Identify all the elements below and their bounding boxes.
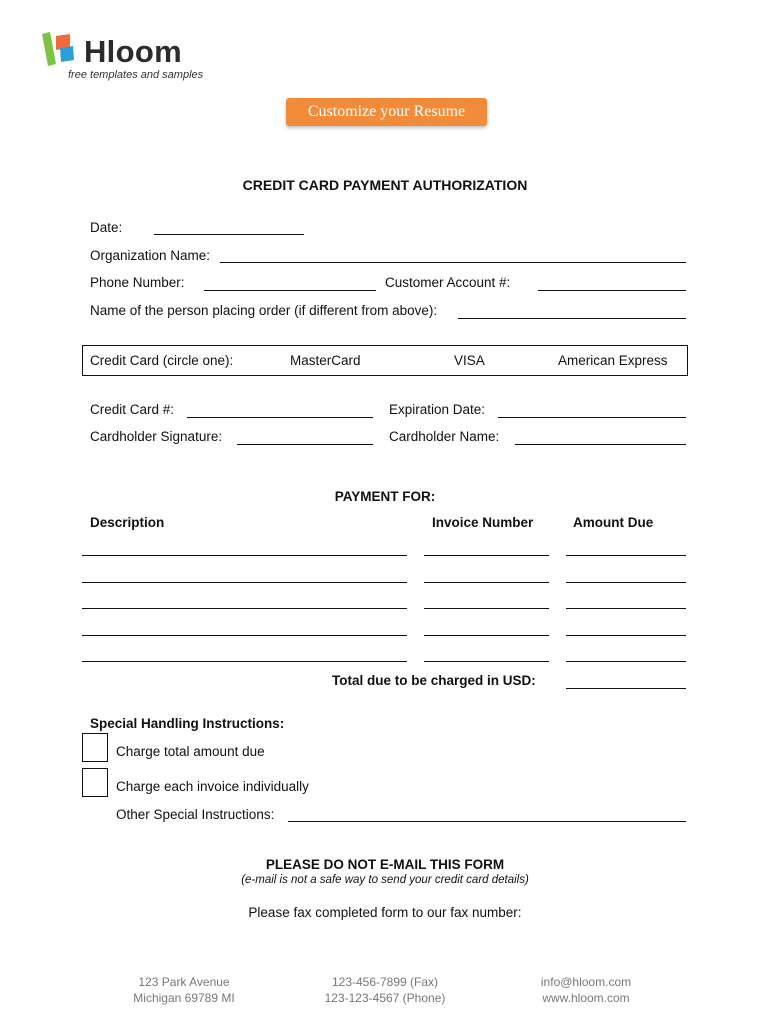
logo-wordmark: Hloom (84, 34, 182, 69)
amount-due-field[interactable] (566, 582, 686, 583)
person-placing-label: Name of the person placing order (if different from above): (90, 303, 438, 318)
invoice-number-field[interactable] (424, 582, 549, 583)
other-instructions-label: Other Special Instructions: (116, 807, 275, 822)
charge-total-checkbox[interactable] (82, 733, 108, 762)
organization-field[interactable] (220, 262, 686, 263)
logo-tagline: free templates and samples (68, 69, 204, 81)
cardholder-name-field[interactable] (515, 444, 686, 445)
signature-field[interactable] (237, 444, 373, 445)
no-email-subtext: (e-mail is not a safe way to send your credit card details) (241, 874, 529, 886)
date-field[interactable] (154, 234, 304, 235)
card-number-field[interactable] (187, 417, 373, 418)
footer-phone: 123-123-4567 (Phone) (324, 991, 446, 1005)
invoice-number-field[interactable] (424, 661, 549, 662)
card-option-visa[interactable]: VISA (454, 353, 485, 368)
amount-due-field[interactable] (566, 661, 686, 662)
card-number-label: Credit Card #: (90, 402, 175, 417)
fax-instruction: Please fax completed form to our fax number: (248, 905, 522, 920)
footer-address (84, 974, 284, 1006)
charge-each-checkbox[interactable] (82, 768, 108, 797)
signature-label: Cardholder Signature: (90, 429, 223, 444)
other-instructions-field[interactable] (288, 821, 686, 822)
total-label: Total due to be charged in USD: (332, 673, 536, 688)
amount-due-column-header: Amount Due (573, 515, 654, 530)
footer-phones (285, 974, 485, 1006)
invoice-number-field[interactable] (424, 555, 549, 556)
footer-address-line2: Michigan 69789 MI (133, 991, 235, 1005)
description-column-header: Description (90, 515, 165, 530)
customer-account-label: Customer Account #: (385, 275, 511, 290)
card-option-amex[interactable]: American Express (558, 353, 668, 368)
invoice-number-field[interactable] (424, 608, 549, 609)
description-field[interactable] (82, 608, 407, 609)
customize-resume-button[interactable]: Customize your Resume (286, 98, 487, 126)
organization-label: Organization Name: (90, 248, 211, 263)
date-label: Date: (90, 220, 123, 235)
card-type-label: Credit Card (circle one): (90, 353, 234, 368)
phone-field[interactable] (204, 290, 376, 291)
special-handling-heading: Special Handling Instructions: (90, 716, 285, 731)
no-email-notice: PLEASE DO NOT E-MAIL THIS FORM (265, 857, 505, 872)
payment-heading: PAYMENT FOR: (334, 489, 436, 504)
charge-total-label: Charge total amount due (116, 744, 265, 759)
total-field[interactable] (566, 688, 686, 689)
description-field[interactable] (82, 635, 407, 636)
cardholder-name-label: Cardholder Name: (389, 429, 500, 444)
invoice-number-column-header: Invoice Number (432, 515, 534, 530)
footer-address-line1: 123 Park Avenue (138, 975, 230, 989)
expiration-label: Expiration Date: (389, 402, 486, 417)
charge-each-label: Charge each invoice individually (116, 779, 309, 794)
customer-account-field[interactable] (538, 290, 686, 291)
phone-label: Phone Number: (90, 275, 185, 290)
description-field[interactable] (82, 582, 407, 583)
form-title: CREDIT CARD PAYMENT AUTHORIZATION (242, 177, 528, 193)
footer-website[interactable]: www.hloom.com (542, 991, 630, 1005)
footer-email[interactable]: info@hloom.com (540, 975, 632, 989)
footer-fax: 123-456-7899 (Fax) (331, 975, 439, 989)
invoice-number-field[interactable] (424, 635, 549, 636)
footer-contact (486, 974, 686, 1006)
amount-due-field[interactable] (566, 608, 686, 609)
expiration-field[interactable] (498, 417, 686, 418)
description-field[interactable] (82, 555, 407, 556)
amount-due-field[interactable] (566, 635, 686, 636)
amount-due-field[interactable] (566, 555, 686, 556)
description-field[interactable] (82, 661, 407, 662)
person-placing-field[interactable] (458, 318, 686, 319)
card-option-mastercard[interactable]: MasterCard (290, 353, 361, 368)
